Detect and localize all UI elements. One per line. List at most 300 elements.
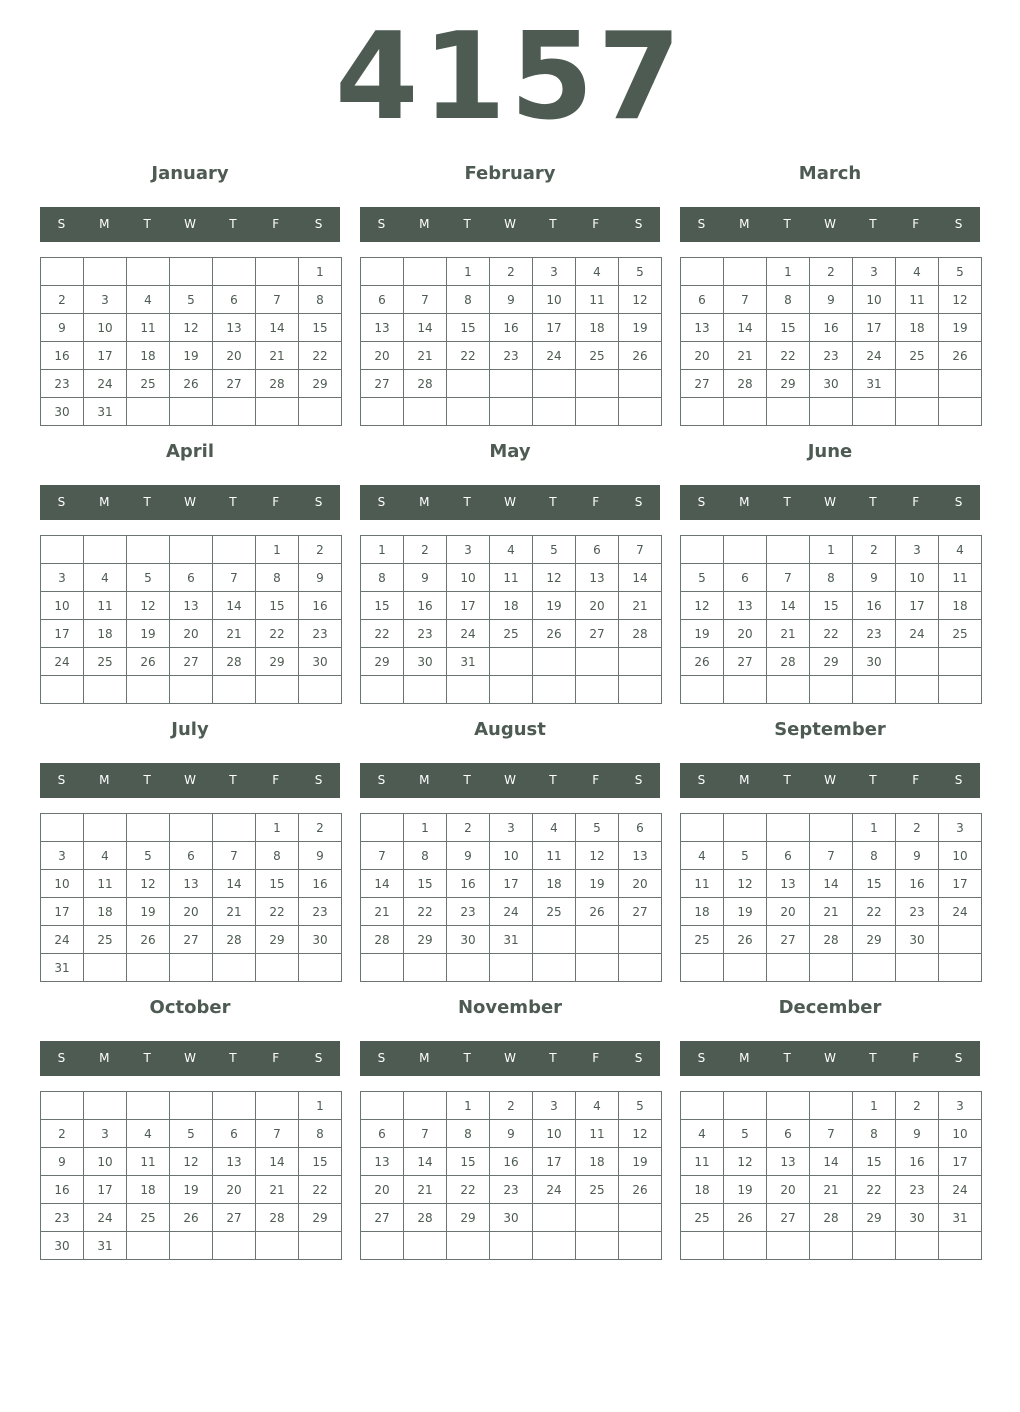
empty-day-cell xyxy=(127,398,170,426)
day-cell: 11 xyxy=(576,286,619,314)
day-cell: 15 xyxy=(447,314,490,342)
day-cell: 29 xyxy=(404,926,447,954)
day-cell: 16 xyxy=(447,870,490,898)
empty-day-cell xyxy=(724,814,767,842)
empty-day-cell xyxy=(724,536,767,564)
empty-day-cell xyxy=(619,926,662,954)
day-cell: 20 xyxy=(213,342,256,370)
empty-day-cell xyxy=(447,398,490,426)
day-cell: 16 xyxy=(404,592,447,620)
day-grid xyxy=(680,1091,982,1260)
day-cell: 6 xyxy=(213,1120,256,1148)
day-cell: 17 xyxy=(896,592,939,620)
day-cell: 1 xyxy=(256,536,299,564)
day-cell: 20 xyxy=(170,620,213,648)
day-cell: 26 xyxy=(576,898,619,926)
day-cell: 18 xyxy=(127,1176,170,1204)
week-row xyxy=(41,314,342,342)
month-september xyxy=(680,712,980,990)
day-grid xyxy=(680,535,982,704)
empty-day-cell xyxy=(490,370,533,398)
week-row xyxy=(681,398,982,426)
day-cell: 3 xyxy=(84,1120,127,1148)
weekday-label: F xyxy=(912,217,920,231)
day-cell: 26 xyxy=(619,342,662,370)
empty-day-cell xyxy=(939,954,982,982)
day-grid xyxy=(40,257,342,426)
month-name: December xyxy=(778,997,882,1018)
day-cell: 12 xyxy=(619,286,662,314)
day-cell: 23 xyxy=(299,898,342,926)
weekday-label: S xyxy=(57,1051,66,1065)
day-cell: 25 xyxy=(576,342,619,370)
day-cell: 12 xyxy=(533,564,576,592)
empty-day-cell xyxy=(681,954,724,982)
day-cell: 25 xyxy=(576,1176,619,1204)
empty-day-cell xyxy=(681,398,724,426)
day-cell: 19 xyxy=(619,314,662,342)
day-cell: 6 xyxy=(576,536,619,564)
month-may xyxy=(360,434,660,712)
day-cell: 12 xyxy=(619,1120,662,1148)
day-cell: 5 xyxy=(127,564,170,592)
day-cell: 4 xyxy=(533,814,576,842)
day-cell: 20 xyxy=(576,592,619,620)
day-cell: 29 xyxy=(299,370,342,398)
empty-day-cell xyxy=(170,814,213,842)
empty-day-cell xyxy=(533,676,576,704)
empty-day-cell xyxy=(447,954,490,982)
weekday-label: F xyxy=(272,495,280,509)
month-grid xyxy=(40,156,980,1268)
day-cell: 19 xyxy=(724,1176,767,1204)
day-cell: 29 xyxy=(853,1204,896,1232)
day-cell: 24 xyxy=(939,1176,982,1204)
day-cell: 18 xyxy=(681,898,724,926)
day-cell: 13 xyxy=(724,592,767,620)
day-cell: 29 xyxy=(853,926,896,954)
weekday-label: S xyxy=(954,217,963,231)
weekday-header xyxy=(680,207,980,242)
day-cell: 19 xyxy=(533,592,576,620)
weekday-label: M xyxy=(739,217,750,231)
empty-day-cell xyxy=(41,676,84,704)
day-cell: 7 xyxy=(213,564,256,592)
day-cell: 25 xyxy=(939,620,982,648)
week-row xyxy=(681,1092,982,1120)
day-cell: 7 xyxy=(256,286,299,314)
day-cell: 1 xyxy=(853,814,896,842)
empty-day-cell xyxy=(299,398,342,426)
week-row xyxy=(41,620,342,648)
day-cell: 13 xyxy=(170,870,213,898)
day-cell: 28 xyxy=(213,926,256,954)
day-cell: 22 xyxy=(299,342,342,370)
day-cell: 24 xyxy=(533,342,576,370)
day-cell: 1 xyxy=(447,1092,490,1120)
week-row xyxy=(361,536,662,564)
day-cell: 25 xyxy=(533,898,576,926)
empty-day-cell xyxy=(490,676,533,704)
empty-day-cell xyxy=(361,814,404,842)
weekday-label: T xyxy=(229,495,237,509)
empty-day-cell xyxy=(127,954,170,982)
day-cell: 4 xyxy=(681,842,724,870)
weekday-label: T xyxy=(869,1051,877,1065)
weekday-label: T xyxy=(783,1051,791,1065)
day-cell: 3 xyxy=(939,814,982,842)
weekday-label: F xyxy=(592,1051,600,1065)
day-cell: 30 xyxy=(447,926,490,954)
weekday-label: M xyxy=(419,1051,430,1065)
day-cell: 22 xyxy=(447,342,490,370)
day-cell: 15 xyxy=(853,870,896,898)
empty-day-cell xyxy=(127,1232,170,1260)
weekday-label: M xyxy=(419,217,430,231)
empty-day-cell xyxy=(724,1232,767,1260)
day-cell: 22 xyxy=(361,620,404,648)
day-cell: 13 xyxy=(361,314,404,342)
day-cell: 5 xyxy=(939,258,982,286)
empty-day-cell xyxy=(810,676,853,704)
day-cell: 29 xyxy=(447,1204,490,1232)
day-cell: 28 xyxy=(256,1204,299,1232)
week-row xyxy=(681,370,982,398)
day-cell: 14 xyxy=(213,870,256,898)
weekday-header xyxy=(360,1041,660,1076)
weekday-label: T xyxy=(143,773,151,787)
weekday-label: W xyxy=(184,773,196,787)
day-cell: 10 xyxy=(533,1120,576,1148)
day-cell: 8 xyxy=(810,564,853,592)
day-cell: 1 xyxy=(256,814,299,842)
week-row xyxy=(41,564,342,592)
day-cell: 26 xyxy=(127,648,170,676)
day-cell: 15 xyxy=(256,870,299,898)
day-cell: 21 xyxy=(724,342,767,370)
empty-day-cell xyxy=(810,954,853,982)
day-cell: 11 xyxy=(84,592,127,620)
day-grid xyxy=(360,1091,662,1260)
weekday-header xyxy=(360,763,660,798)
empty-day-cell xyxy=(361,258,404,286)
week-row xyxy=(41,676,342,704)
weekday-label: F xyxy=(912,773,920,787)
day-cell: 22 xyxy=(299,1176,342,1204)
day-cell: 11 xyxy=(939,564,982,592)
day-cell: 4 xyxy=(576,1092,619,1120)
month-august xyxy=(360,712,660,990)
day-cell: 22 xyxy=(256,898,299,926)
empty-day-cell xyxy=(619,954,662,982)
empty-day-cell xyxy=(619,1232,662,1260)
day-cell: 12 xyxy=(724,870,767,898)
day-cell: 10 xyxy=(490,842,533,870)
month-january xyxy=(40,156,340,434)
week-row xyxy=(41,814,342,842)
day-cell: 11 xyxy=(681,870,724,898)
day-cell: 5 xyxy=(576,814,619,842)
week-row xyxy=(681,676,982,704)
empty-day-cell xyxy=(41,1092,84,1120)
weekday-label: F xyxy=(272,217,280,231)
week-row xyxy=(41,370,342,398)
day-cell: 21 xyxy=(213,620,256,648)
empty-day-cell xyxy=(361,676,404,704)
day-cell: 7 xyxy=(724,286,767,314)
week-row xyxy=(41,536,342,564)
day-cell: 14 xyxy=(256,1148,299,1176)
day-cell: 9 xyxy=(810,286,853,314)
day-cell: 31 xyxy=(41,954,84,982)
weekday-label: T xyxy=(143,217,151,231)
weekday-label: W xyxy=(824,217,836,231)
day-cell: 8 xyxy=(299,1120,342,1148)
weekday-label: F xyxy=(912,1051,920,1065)
day-cell: 4 xyxy=(84,842,127,870)
weekday-label: W xyxy=(184,1051,196,1065)
day-cell: 30 xyxy=(896,926,939,954)
day-cell: 18 xyxy=(576,1148,619,1176)
weekday-label: S xyxy=(634,217,643,231)
empty-day-cell xyxy=(170,258,213,286)
day-cell: 19 xyxy=(724,898,767,926)
empty-day-cell xyxy=(681,1232,724,1260)
empty-day-cell xyxy=(896,648,939,676)
day-cell: 13 xyxy=(681,314,724,342)
empty-day-cell xyxy=(361,398,404,426)
day-cell: 14 xyxy=(404,1148,447,1176)
day-cell: 7 xyxy=(404,286,447,314)
week-row xyxy=(41,898,342,926)
weekday-header xyxy=(40,485,340,520)
day-cell: 21 xyxy=(619,592,662,620)
weekday-label: M xyxy=(99,495,110,509)
empty-day-cell xyxy=(619,676,662,704)
day-cell: 12 xyxy=(127,592,170,620)
day-cell: 17 xyxy=(533,314,576,342)
weekday-label: S xyxy=(377,495,386,509)
day-cell: 3 xyxy=(533,1092,576,1120)
day-cell: 13 xyxy=(619,842,662,870)
empty-day-cell xyxy=(490,648,533,676)
month-june xyxy=(680,434,980,712)
weekday-label: F xyxy=(272,1051,280,1065)
week-row xyxy=(361,1120,662,1148)
day-cell: 7 xyxy=(404,1120,447,1148)
day-cell: 10 xyxy=(853,286,896,314)
week-row xyxy=(681,926,982,954)
day-cell: 27 xyxy=(767,926,810,954)
day-cell: 2 xyxy=(41,1120,84,1148)
day-cell: 3 xyxy=(533,258,576,286)
week-row xyxy=(681,564,982,592)
day-cell: 2 xyxy=(404,536,447,564)
day-cell: 28 xyxy=(767,648,810,676)
day-cell: 21 xyxy=(213,898,256,926)
day-cell: 2 xyxy=(490,1092,533,1120)
day-cell: 15 xyxy=(361,592,404,620)
weekday-header xyxy=(680,763,980,798)
empty-day-cell xyxy=(447,370,490,398)
week-row xyxy=(41,398,342,426)
day-cell: 15 xyxy=(853,1148,896,1176)
week-row xyxy=(41,870,342,898)
day-cell: 15 xyxy=(404,870,447,898)
day-cell: 6 xyxy=(213,286,256,314)
empty-day-cell xyxy=(576,1204,619,1232)
empty-day-cell xyxy=(170,398,213,426)
day-cell: 24 xyxy=(41,648,84,676)
empty-day-cell xyxy=(767,1232,810,1260)
empty-day-cell xyxy=(533,370,576,398)
week-row xyxy=(681,342,982,370)
day-cell: 21 xyxy=(256,1176,299,1204)
day-cell: 17 xyxy=(447,592,490,620)
empty-day-cell xyxy=(299,676,342,704)
day-cell: 22 xyxy=(853,898,896,926)
empty-day-cell xyxy=(576,676,619,704)
day-cell: 28 xyxy=(256,370,299,398)
day-cell: 28 xyxy=(404,1204,447,1232)
empty-day-cell xyxy=(299,1232,342,1260)
week-row xyxy=(41,648,342,676)
day-cell: 3 xyxy=(490,814,533,842)
day-cell: 15 xyxy=(767,314,810,342)
week-row xyxy=(681,1204,982,1232)
weekday-label: T xyxy=(783,217,791,231)
week-row xyxy=(681,258,982,286)
day-cell: 10 xyxy=(447,564,490,592)
day-cell: 14 xyxy=(256,314,299,342)
day-grid xyxy=(40,535,342,704)
month-october xyxy=(40,990,340,1268)
month-name: February xyxy=(464,163,556,184)
day-cell: 11 xyxy=(533,842,576,870)
month-november xyxy=(360,990,660,1268)
day-cell: 14 xyxy=(810,1148,853,1176)
day-cell: 27 xyxy=(213,370,256,398)
day-cell: 22 xyxy=(404,898,447,926)
day-cell: 3 xyxy=(447,536,490,564)
weekday-label: F xyxy=(272,773,280,787)
day-cell: 19 xyxy=(170,1176,213,1204)
weekday-label: T xyxy=(463,773,471,787)
day-cell: 30 xyxy=(853,648,896,676)
day-cell: 17 xyxy=(84,342,127,370)
week-row xyxy=(361,926,662,954)
day-cell: 23 xyxy=(41,370,84,398)
day-grid xyxy=(40,1091,342,1260)
day-cell: 16 xyxy=(853,592,896,620)
day-cell: 1 xyxy=(447,258,490,286)
day-cell: 11 xyxy=(127,314,170,342)
weekday-label: T xyxy=(463,1051,471,1065)
empty-day-cell xyxy=(533,398,576,426)
day-cell: 26 xyxy=(533,620,576,648)
day-cell: 7 xyxy=(213,842,256,870)
day-cell: 24 xyxy=(41,926,84,954)
empty-day-cell xyxy=(170,954,213,982)
day-cell: 17 xyxy=(853,314,896,342)
day-cell: 21 xyxy=(256,342,299,370)
day-cell: 9 xyxy=(299,564,342,592)
day-cell: 14 xyxy=(213,592,256,620)
month-name: September xyxy=(774,719,886,740)
day-cell: 4 xyxy=(896,258,939,286)
day-cell: 4 xyxy=(681,1120,724,1148)
week-row xyxy=(361,342,662,370)
empty-day-cell xyxy=(213,814,256,842)
day-cell: 17 xyxy=(533,1148,576,1176)
day-cell: 14 xyxy=(767,592,810,620)
empty-day-cell xyxy=(724,398,767,426)
day-cell: 16 xyxy=(299,870,342,898)
week-row xyxy=(681,592,982,620)
empty-day-cell xyxy=(576,926,619,954)
day-cell: 8 xyxy=(853,1120,896,1148)
empty-day-cell xyxy=(853,954,896,982)
empty-day-cell xyxy=(170,1092,213,1120)
weekday-header xyxy=(360,485,660,520)
weekday-label: M xyxy=(739,773,750,787)
day-cell: 11 xyxy=(681,1148,724,1176)
weekday-label: S xyxy=(57,495,66,509)
week-row xyxy=(361,564,662,592)
day-cell: 3 xyxy=(41,564,84,592)
weekday-label: F xyxy=(592,773,600,787)
weekday-label: S xyxy=(377,1051,386,1065)
day-cell: 26 xyxy=(681,648,724,676)
day-cell: 6 xyxy=(767,842,810,870)
day-cell: 25 xyxy=(84,926,127,954)
day-cell: 8 xyxy=(767,286,810,314)
day-cell: 24 xyxy=(533,1176,576,1204)
day-grid xyxy=(680,813,982,982)
week-row xyxy=(681,814,982,842)
weekday-label: W xyxy=(504,217,516,231)
empty-day-cell xyxy=(681,676,724,704)
day-cell: 19 xyxy=(127,620,170,648)
empty-day-cell xyxy=(213,676,256,704)
weekday-label: W xyxy=(504,1051,516,1065)
day-cell: 10 xyxy=(896,564,939,592)
empty-day-cell xyxy=(404,398,447,426)
day-cell: 16 xyxy=(490,1148,533,1176)
day-cell: 24 xyxy=(939,898,982,926)
day-cell: 21 xyxy=(810,1176,853,1204)
weekday-label: S xyxy=(697,495,706,509)
day-cell: 11 xyxy=(127,1148,170,1176)
empty-day-cell xyxy=(939,926,982,954)
weekday-label: W xyxy=(184,217,196,231)
empty-day-cell xyxy=(939,648,982,676)
day-cell: 19 xyxy=(170,342,213,370)
day-cell: 27 xyxy=(170,926,213,954)
weekday-label: W xyxy=(504,495,516,509)
day-cell: 15 xyxy=(447,1148,490,1176)
day-cell: 27 xyxy=(681,370,724,398)
day-cell: 16 xyxy=(490,314,533,342)
empty-day-cell xyxy=(853,676,896,704)
day-cell: 5 xyxy=(619,258,662,286)
empty-day-cell xyxy=(767,676,810,704)
day-cell: 25 xyxy=(127,370,170,398)
day-cell: 23 xyxy=(896,1176,939,1204)
day-cell: 23 xyxy=(853,620,896,648)
day-cell: 31 xyxy=(84,398,127,426)
empty-day-cell xyxy=(619,1204,662,1232)
